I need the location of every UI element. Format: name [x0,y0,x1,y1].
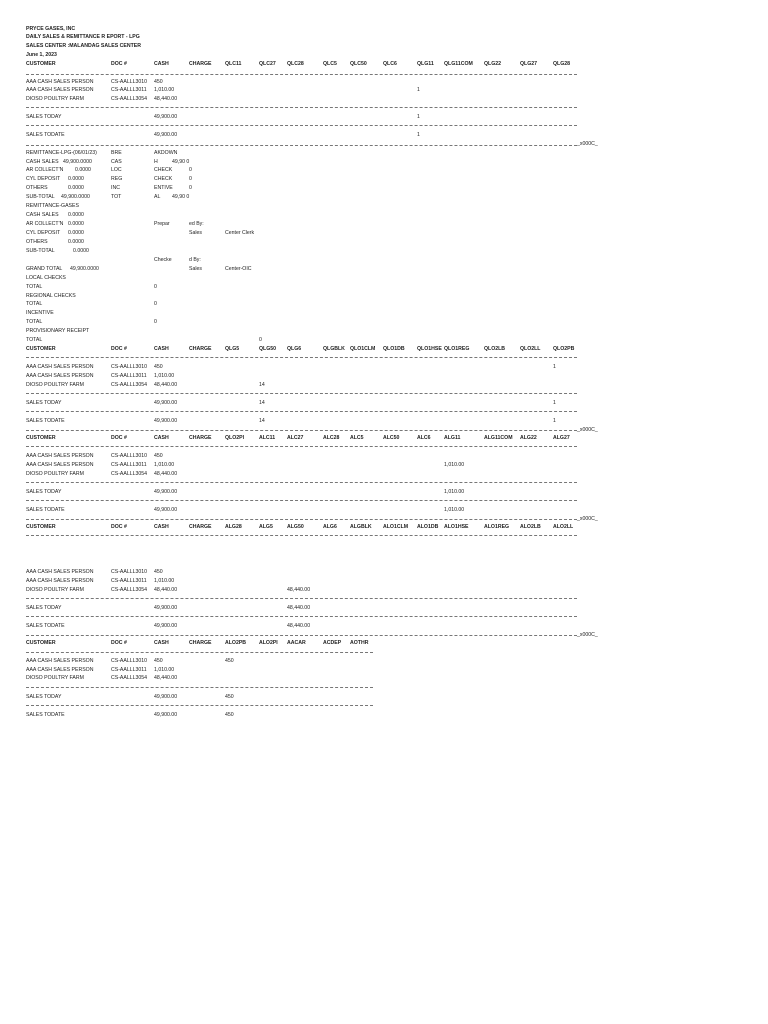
customer-name: AAA CASH SALES PERSON [26,373,94,379]
sales-todate-value: 450 [225,712,234,718]
doc-number: CS-AALLL3011 [111,667,147,673]
customer-name: DIOSO POULTRY FARM [26,471,84,477]
breakdown-code: TOT [111,194,122,200]
breakdown-code: BRE [111,150,122,156]
prepared-role-b: Center Clerk [225,230,255,236]
divider [26,430,577,431]
sales-todate-label: SALES TODATE [26,712,65,718]
col-header: ALO1CLM [383,524,409,530]
col-header: QLC28 [287,61,304,67]
sales-today-label: SALES TODAY [26,114,62,120]
cash-value: 48,440.00 [154,382,178,388]
sales-todate-cash: 49,900.00 [154,132,178,138]
prepared-label-b: ed By: [189,221,204,227]
qty-value: 1,010.00 [444,462,465,468]
col-header: ALO2LL [553,524,574,530]
checked-role-a: Sales [189,266,202,272]
col-header: QLG28 [553,61,571,67]
total-label: TOTAL [26,319,43,325]
divider [26,446,577,447]
divider [26,357,577,358]
divider [26,393,577,394]
divider [26,652,373,653]
divider [26,411,577,412]
sales-todate-value: 14 [259,418,265,424]
cash-value: 48,440.00 [154,587,178,593]
col-header: QLG11COM [444,61,473,67]
col-header: ALC27 [287,435,304,441]
sales-todate-value: 1 [417,132,420,138]
divider [26,635,577,636]
provisionary-label: PROVISIONARY RECEIPT [26,328,90,334]
divider [26,616,577,617]
col-header: ALC50 [383,435,400,441]
cash-value: 48,440.00 [154,471,178,477]
customer-name: AAA CASH SALES PERSON [26,79,94,85]
customer-name: DIOSO POULTRY FARM [26,675,84,681]
sales-today-value: 450 [225,694,234,700]
remit-gases-label: CASH SALES [26,212,59,218]
col-header: QLO1DB [383,346,405,352]
breakdown-code: INC [111,185,120,191]
doc-number: CS-AALLL3010 [111,364,148,370]
remit-gases-label: AR COLLECT'N [26,221,64,227]
cash-value: 48,440.00 [154,675,178,681]
col-header: QLG22 [484,61,502,67]
col-header: QLGBLK [323,346,345,352]
customer-name: AAA CASH SALES PERSON [26,569,94,575]
remit-gases-value: 0.0000 [68,230,84,236]
col-header: ALC11 [259,435,276,441]
customer-name: DIOSO POULTRY FARM [26,382,84,388]
sales-todate-value: 1 [553,418,556,424]
total-value: 0 [154,301,157,307]
breakdown-label: CHECK [154,167,173,173]
doc-number: CS-AALLL3054 [111,471,148,477]
col-header: ALG5 [259,524,273,530]
report-title: DAILY SALES & REMITTANCE R EPORT - LPG [26,34,140,40]
divider [26,705,373,706]
sales-today-value: 14 [259,400,265,406]
col-header: QLC6 [383,61,397,67]
divider [26,107,577,108]
sales-todate-cash: 49,900.00 [154,418,178,424]
sales-today-label: SALES TODAY [26,605,62,611]
col-doc: DOC # [111,61,127,67]
col-header: ALC28 [323,435,340,441]
customer-name: AAA CASH SALES PERSON [26,453,94,459]
qty-value: 1 [553,364,556,370]
sales-today-label: SALES TODAY [26,400,62,406]
col-header: QLO2PB [553,346,575,352]
cash-value: 1,010.00 [154,373,175,379]
total-label: TOTAL [26,284,43,290]
col-customer: CUSTOMER [26,61,56,67]
total-value: 0 [154,319,157,325]
breakdown-value: 0 [189,185,192,191]
remit-gases-value: 0.0000 [73,248,89,254]
col-cash: CASH [154,524,169,530]
cash-value: 1,010.00 [154,667,175,673]
breakdown-code: REG [111,176,123,182]
sales-today-value: 1 [553,400,556,406]
sales-todate-label: SALES TODATE [26,623,65,629]
col-header: ALG50 [287,524,304,530]
col-header: ALGBLK [350,524,372,530]
col-charge: CHARGE [189,435,212,441]
col-header: ALO1HSE [444,524,469,530]
doc-number: CS-AALLL3011 [111,462,147,468]
prepared-role-a: Sales [189,230,202,236]
doc-number: CS-AALLL3054 [111,96,148,102]
page-break-marker: _x000C_ [577,427,598,433]
local-checks-label: LOCAL CHECKS [26,275,66,281]
col-header: QLG50 [259,346,277,352]
breakdown-label: AKDOWN [154,150,178,156]
breakdown-value: 0 [189,176,192,182]
incentive-label: INCENTIVE [26,310,54,316]
page-break-marker: _x000C_ [577,516,598,522]
remit-lpg-label: CYL DEPOSIT [26,176,61,182]
sales-today-cash: 49,900.00 [154,114,178,120]
col-header: QLO1HSE [417,346,442,352]
col-header: ALO2PI [259,640,278,646]
customer-name: AAA CASH SALES PERSON [26,667,94,673]
doc-number: CS-AALLL3011 [111,87,147,93]
col-charge: CHARGE [189,346,212,352]
doc-number: CS-AALLL3010 [111,453,148,459]
sales-today-label: SALES TODAY [26,694,62,700]
col-header: ALG6 [323,524,337,530]
grand-total-label: GRAND TOTAL [26,266,63,272]
remit-lpg-value: 49,900.0000 [61,194,90,200]
remit-gases-value: 0.0000 [68,212,84,218]
remit-lpg-label: REMITTANCE-LPG-(06/01/23) [26,150,97,156]
breakdown-label: AL [154,194,161,200]
col-header: AACAR [287,640,306,646]
checked-role-b: Center-OIC [225,266,252,272]
customer-name: AAA CASH SALES PERSON [26,87,94,93]
total-value: 0 [154,284,157,290]
cash-value: 1,010.00 [154,578,175,584]
col-header: ALO1REG [484,524,510,530]
remit-lpg-value: 0.0000 [75,167,91,173]
cash-value: 450 [154,569,163,575]
cash-value: 450 [154,453,163,459]
remit-gases-label: CYL DEPOSIT [26,230,61,236]
col-customer: CUSTOMER [26,640,56,646]
cash-value: 450 [154,364,163,370]
prepared-label-a: Prepar [154,221,170,227]
breakdown-label: H [154,159,158,165]
col-header: QLG6 [287,346,302,352]
cash-value: 450 [154,79,163,85]
doc-number: CS-AALLL3054 [111,382,148,388]
cash-value: 450 [154,658,163,664]
sales-todate-cash: 49,900.00 [154,623,178,629]
remit-gases-label: SUB-TOTAL [26,248,55,254]
sales-today-cash: 49,900.00 [154,400,178,406]
cash-value: 1,010.00 [154,462,175,468]
qty-value: 14 [259,382,265,388]
divider [26,500,577,501]
remit-lpg-label: OTHERS [26,185,48,191]
col-header: QLO1REG [444,346,470,352]
col-charge: CHARGE [189,640,212,646]
total-label: TOTAL [26,337,43,343]
col-customer: CUSTOMER [26,524,56,530]
col-header: QLO2LL [520,346,541,352]
customer-name: AAA CASH SALES PERSON [26,578,94,584]
sales-today-value: 48,440.00 [287,605,311,611]
sales-todate-value: 48,440.00 [287,623,311,629]
col-header: QLG27 [520,61,538,67]
breakdown-value: 0 [189,167,192,173]
customer-name: AAA CASH SALES PERSON [26,364,94,370]
doc-number: CS-AALLL3010 [111,658,148,664]
page-break-marker: _x000C_ [577,632,598,638]
col-header: QLC11 [225,61,242,67]
breakdown-value: 49,90 0 [172,194,190,200]
col-header: ALO2PB [225,640,247,646]
col-header: QLG11 [417,61,434,67]
col-header: ALG22 [520,435,537,441]
breakdown-label: ENTIVE [154,185,173,191]
col-header: QLO1CLM [350,346,376,352]
divider [26,74,577,75]
col-cash: CASH [154,435,169,441]
col-header: ALC5 [350,435,364,441]
sales-todate-label: SALES TODATE [26,132,65,138]
customer-name: DIOSO POULTRY FARM [26,96,84,102]
breakdown-code: CAS [111,159,122,165]
sales-todate-cash: 49,900.00 [154,712,178,718]
col-customer: CUSTOMER [26,435,56,441]
doc-number: CS-AALLL3054 [111,675,148,681]
remit-gases-value: 0.0000 [68,221,84,227]
remit-lpg-label: CASH SALES [26,159,59,165]
sales-today-cash: 49,900.00 [154,694,178,700]
col-header: QLC5 [323,61,337,67]
sales-today-cash: 49,900.00 [154,489,178,495]
col-header: ALO2LB [520,524,541,530]
qty-value: 1 [417,87,420,93]
checked-label-a: Checke [154,257,172,263]
customer-name: AAA CASH SALES PERSON [26,462,94,468]
col-header: ALG11COM [484,435,513,441]
col-doc: DOC # [111,346,127,352]
col-header: ACDEP [323,640,342,646]
col-charge: CHARGE [189,61,212,67]
sales-today-label: SALES TODAY [26,489,62,495]
col-header: QLO2PI [225,435,245,441]
col-header: AOTHR [350,640,369,646]
doc-number: CS-AALLL3011 [111,578,147,584]
col-doc: DOC # [111,524,127,530]
sales-today-value: 1 [417,114,420,120]
sales-todate-label: SALES TODATE [26,507,65,513]
sales-todate-value: 1,010.00 [444,507,465,513]
doc-number: CS-AALLL3011 [111,373,147,379]
remit-gases-label: REMITTANCE-GASES [26,203,79,209]
breakdown-code: LOC [111,167,122,173]
divider [26,145,577,146]
col-header: ALG11 [444,435,461,441]
customer-name: AAA CASH SALES PERSON [26,658,94,664]
breakdown-label: CHECK [154,176,173,182]
remit-gases-label: OTHERS [26,239,48,245]
doc-number: CS-AALLL3010 [111,79,148,85]
col-header: QLC50 [350,61,367,67]
col-header: ALG28 [225,524,242,530]
grand-total-value: 49,900.0000 [70,266,99,272]
doc-number: CS-AALLL3010 [111,569,148,575]
page-break-marker: _x000C_ [577,141,598,147]
company-name: PRYCE GASES, INC [26,26,76,32]
qty-value: 450 [225,658,234,664]
report-date: June 1, 2023 [26,52,57,58]
breakdown-value: 49,90 0 [172,159,190,165]
doc-number: CS-AALLL3054 [111,587,148,593]
divider [26,598,577,599]
cash-value: 1,010.00 [154,87,175,93]
sales-today-value: 1,010.00 [444,489,465,495]
col-cash: CASH [154,640,169,646]
col-header: QLC27 [259,61,276,67]
divider [26,687,373,688]
remit-lpg-label: AR COLLECT'N [26,167,64,173]
qty-value: 48,440.00 [287,587,311,593]
remit-gases-value: 0.0000 [68,239,84,245]
sales-today-cash: 49,900.00 [154,605,178,611]
divider [26,125,577,126]
col-cash: CASH [154,346,169,352]
col-header: ALO1DB [417,524,439,530]
divider [26,535,577,536]
remit-lpg-label: SUB-TOTAL [26,194,55,200]
cash-value: 48,440.00 [154,96,178,102]
col-header: ALC6 [417,435,431,441]
sales-todate-cash: 49,900.00 [154,507,178,513]
remit-lpg-value: 49,900.0000 [63,159,92,165]
divider [26,482,577,483]
checked-label-b: d By: [189,257,201,263]
col-doc: DOC # [111,435,127,441]
col-doc: DOC # [111,640,127,646]
col-header: QLO2LB [484,346,506,352]
sales-todate-label: SALES TODATE [26,418,65,424]
remit-lpg-value: 0.0000 [68,185,84,191]
customer-name: DIOSO POULTRY FARM [26,587,84,593]
total-value: 0 [259,337,262,343]
total-label: TOTAL [26,301,43,307]
regional-checks-label: REGIONAL CHECKS [26,293,76,299]
sales-center: SALES CENTER :MALANDAG SALES CENTER [26,43,141,49]
col-charge: CHARGE [189,524,212,530]
remit-lpg-value: 0.0000 [68,176,84,182]
divider [26,519,577,520]
col-header: ALG27 [553,435,570,441]
col-cash: CASH [154,61,169,67]
col-customer: CUSTOMER [26,346,56,352]
col-header: QLG5 [225,346,240,352]
